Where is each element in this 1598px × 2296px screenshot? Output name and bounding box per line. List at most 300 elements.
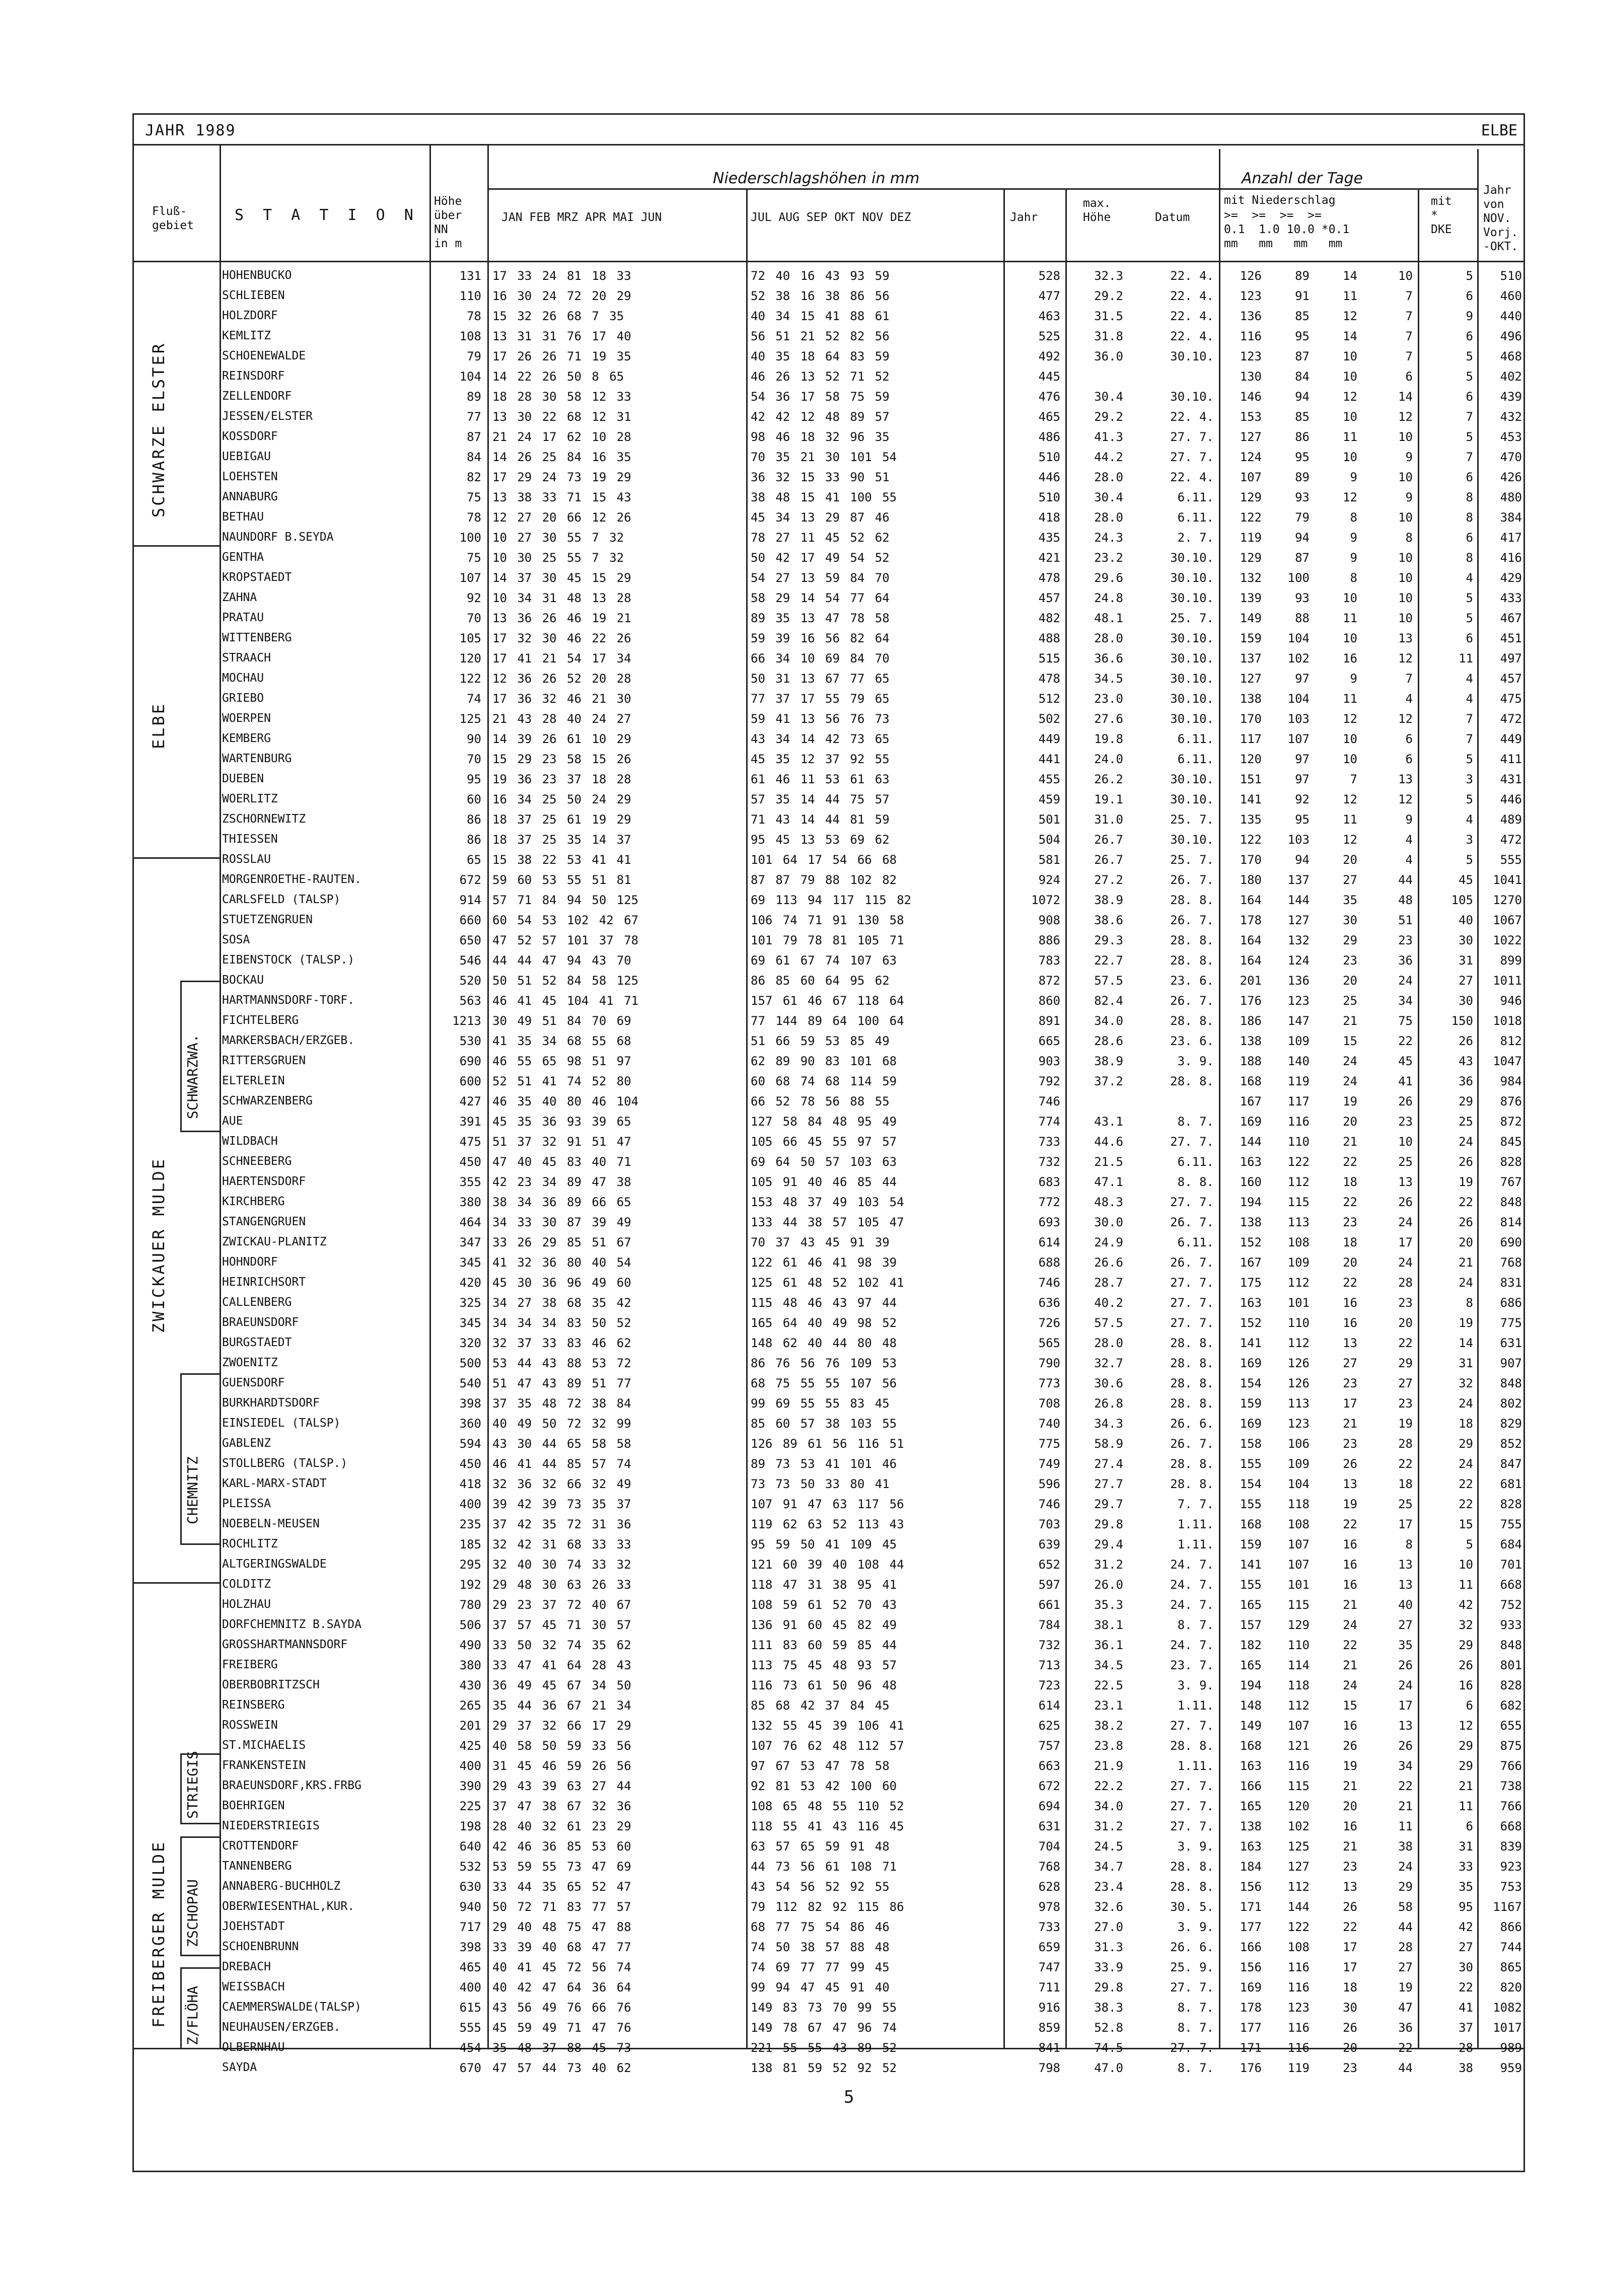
precip-jan-jun: 43 30 44 65 58 58 — [492, 1437, 631, 1451]
year-nov-oct: 766 — [1500, 1759, 1522, 1773]
elevation: 90 — [467, 732, 481, 746]
max-date: 6.11. — [1177, 1235, 1214, 1249]
days-10-0: 21 — [1343, 1779, 1357, 1793]
elevation: 235 — [459, 1517, 481, 1531]
days-0-1: 151 — [1240, 772, 1262, 786]
precip-jul-dec: 99 94 47 45 91 40 — [751, 1980, 890, 1994]
days-0-1: 170 — [1240, 712, 1262, 726]
precip-jan-jun: 14 39 26 61 10 29 — [492, 732, 631, 746]
max-height: 38.6 — [1094, 913, 1123, 927]
station-name: CARLSFELD (TALSP) — [222, 893, 341, 906]
table-row — [134, 1132, 1523, 1152]
year-nov-oct: 480 — [1500, 490, 1522, 504]
max-date: 27. 7. — [1170, 1276, 1214, 1290]
station-name: DORFCHEMNITZ B.SAYDA — [222, 1618, 361, 1631]
precip-jan-jun: 29 23 37 72 40 67 — [492, 1598, 631, 1612]
days-dke: 40 — [1459, 913, 1473, 927]
max-date: 6.11. — [1177, 510, 1214, 525]
days-star: 25 — [1398, 1155, 1413, 1169]
days-star: 45 — [1398, 1054, 1413, 1068]
year-nov-oct: 489 — [1500, 812, 1522, 827]
precip-jul-dec: 52 38 16 38 86 56 — [751, 289, 890, 303]
precip-year: 418 — [1038, 510, 1060, 525]
year-nov-oct: 475 — [1500, 692, 1522, 706]
days-1-0: 116 — [1287, 1759, 1310, 1773]
table-row — [134, 346, 1523, 366]
precip-jan-jun: 30 49 51 84 70 69 — [492, 1014, 631, 1028]
days-dke: 7 — [1466, 450, 1473, 464]
precip-jul-dec: 118 55 41 43 116 45 — [751, 1819, 904, 1833]
year-nov-oct: 682 — [1500, 1698, 1522, 1713]
days-10-0: 23 — [1343, 953, 1357, 968]
max-date: 24. 7. — [1170, 1638, 1214, 1652]
days-0-1: 136 — [1240, 309, 1262, 323]
table-row — [134, 749, 1523, 769]
days-dke: 38 — [1459, 2061, 1473, 2075]
precip-year: 916 — [1038, 2001, 1060, 2015]
precip-jan-jun: 13 36 26 46 19 21 — [492, 611, 631, 625]
table-row — [134, 1675, 1523, 1695]
elevation: 490 — [459, 1638, 481, 1652]
days-0-1: 124 — [1240, 450, 1262, 464]
precip-jan-jun: 46 41 45 104 41 71 — [492, 994, 639, 1008]
precip-year: 774 — [1038, 1115, 1060, 1129]
days-dke: 26 — [1459, 1215, 1473, 1229]
days-0-1: 177 — [1240, 2021, 1262, 2035]
days-0-1: 159 — [1240, 1396, 1262, 1411]
max-date: 23. 6. — [1170, 1034, 1214, 1048]
precip-jul-dec: 69 64 50 57 103 63 — [751, 1155, 897, 1169]
year-nov-oct: 497 — [1500, 651, 1522, 665]
precip-jul-dec: 36 32 15 33 90 51 — [751, 470, 890, 484]
days-star: 26 — [1398, 1094, 1413, 1108]
days-10-0: 27 — [1343, 1356, 1357, 1370]
days-star: 27 — [1398, 1618, 1413, 1632]
months-2-header: JUL AUG SEP OKT NOV DEZ — [751, 211, 911, 224]
days-dke: 43 — [1459, 1054, 1473, 1068]
days-star: 25 — [1398, 1497, 1413, 1511]
precip-jul-dec: 42 42 12 48 89 57 — [751, 410, 890, 424]
precip-year: 672 — [1038, 1779, 1060, 1793]
precip-year: 614 — [1038, 1235, 1060, 1249]
days-0-1: 180 — [1240, 873, 1262, 887]
year-nov-oct: 1082 — [1493, 2001, 1522, 2015]
precip-jul-dec: 74 50 38 57 88 48 — [751, 1940, 890, 1954]
days-0-1: 152 — [1240, 1316, 1262, 1330]
station-name: CALLENBERG — [222, 1296, 292, 1309]
days-star: 34 — [1398, 1759, 1413, 1773]
table-row — [134, 769, 1523, 789]
max-date: 28. 8. — [1170, 1376, 1214, 1390]
days-star: 26 — [1398, 1739, 1413, 1753]
table-row — [134, 1273, 1523, 1293]
days-dke: 29 — [1459, 1437, 1473, 1451]
precip-jan-jun: 12 27 20 66 12 26 — [492, 510, 631, 525]
elevation: 87 — [467, 430, 481, 444]
precip-jul-dec: 61 46 11 53 61 63 — [751, 772, 890, 786]
precip-jul-dec: 95 59 50 41 109 45 — [751, 1537, 897, 1551]
days-0-1: 164 — [1240, 933, 1262, 947]
elevation: 201 — [459, 1719, 481, 1733]
days-0-1: 194 — [1240, 1195, 1262, 1209]
year-nov-oct: 701 — [1500, 1558, 1522, 1572]
max-height: 26.6 — [1094, 1255, 1123, 1270]
year-nov-oct: 829 — [1500, 1417, 1522, 1431]
max-height: 82.4 — [1094, 994, 1123, 1008]
days-dke: 19 — [1459, 1316, 1473, 1330]
days-1-0: 101 — [1287, 1578, 1310, 1592]
max-height: 26.7 — [1094, 853, 1123, 867]
days-star: 10 — [1398, 269, 1413, 283]
days-0-1: 164 — [1240, 953, 1262, 968]
days-1-0: 85 — [1295, 309, 1310, 323]
days-0-1: 177 — [1240, 1920, 1262, 1934]
river-floeha: Z/FLÖHA — [184, 1985, 201, 2045]
days-1-0: 115 — [1287, 1598, 1310, 1612]
precip-jan-jun: 15 38 22 53 41 41 — [492, 853, 631, 867]
days-dke: 24 — [1459, 1276, 1473, 1290]
precip-year: 792 — [1038, 1074, 1060, 1088]
table-row — [134, 608, 1523, 628]
days-0-1: 170 — [1240, 853, 1262, 867]
max-height: 32.7 — [1094, 1356, 1123, 1370]
max-date: 6.11. — [1177, 732, 1214, 746]
max-height: 43.1 — [1094, 1115, 1123, 1129]
station-name: BETHAU — [222, 510, 264, 524]
days-dke: 42 — [1459, 1920, 1473, 1934]
days-dke: 6 — [1466, 470, 1473, 484]
elevation: 86 — [467, 812, 481, 827]
elevation: 100 — [459, 531, 481, 545]
days-star: 26 — [1398, 1658, 1413, 1672]
elevation: 418 — [459, 1477, 481, 1491]
days-1-0: 110 — [1287, 1316, 1310, 1330]
precip-jan-jun: 21 43 28 40 24 27 — [492, 712, 631, 726]
max-height: 24.8 — [1094, 591, 1123, 605]
precip-year: 565 — [1038, 1336, 1060, 1350]
table-row — [134, 1655, 1523, 1675]
days-0-1: 184 — [1240, 1860, 1262, 1874]
year-nov-oct: 801 — [1500, 1658, 1522, 1672]
max-date: 30.10. — [1170, 551, 1214, 565]
days-1-0: 95 — [1295, 329, 1310, 343]
jahr-von-header: Jahr von NOV. Vorj. -OKT. — [1483, 184, 1518, 253]
year-nov-oct: 984 — [1500, 1074, 1522, 1088]
precip-year: 659 — [1038, 1940, 1060, 1954]
days-1-0: 94 — [1295, 531, 1310, 545]
precip-year: 859 — [1038, 2021, 1060, 2035]
page-number: 5 — [844, 2087, 854, 2107]
precip-jul-dec: 87 87 79 88 102 82 — [751, 873, 897, 887]
precip-jan-jun: 14 26 25 84 16 35 — [492, 450, 631, 464]
days-1-0: 123 — [1287, 994, 1310, 1008]
year-nov-oct: 446 — [1500, 792, 1522, 806]
days-0-1: 156 — [1240, 1960, 1262, 1974]
max-height: 24.5 — [1094, 1839, 1123, 1854]
table-row — [134, 1393, 1523, 1414]
days-10-0: 20 — [1343, 2041, 1357, 2055]
days-1-0: 123 — [1287, 1417, 1310, 1431]
days-0-1: 122 — [1240, 510, 1262, 525]
days-star: 10 — [1398, 551, 1413, 565]
precip-year: 708 — [1038, 1396, 1060, 1411]
days-1-0: 110 — [1287, 1135, 1310, 1149]
days-1-0: 107 — [1287, 1558, 1310, 1572]
precip-jul-dec: 89 73 53 41 101 46 — [751, 1457, 897, 1471]
table-row — [134, 1695, 1523, 1716]
year-nov-oct: 865 — [1500, 1960, 1522, 1974]
max-date: 30.10. — [1170, 390, 1214, 404]
days-dke: 11 — [1459, 1578, 1473, 1592]
days-10-0: 10 — [1343, 631, 1357, 645]
days-10-0: 12 — [1343, 490, 1357, 504]
days-1-0: 121 — [1287, 1739, 1310, 1753]
days-0-1: 123 — [1240, 349, 1262, 363]
table-row — [134, 1816, 1523, 1836]
days-star: 29 — [1398, 1880, 1413, 1894]
days-0-1: 153 — [1240, 410, 1262, 424]
max-date: 26. 7. — [1170, 994, 1214, 1008]
days-star: 23 — [1398, 1396, 1413, 1411]
days-star: 17 — [1398, 1235, 1413, 1249]
days-10-0: 22 — [1343, 1638, 1357, 1652]
year-nov-oct: 812 — [1500, 1034, 1522, 1048]
table-row — [134, 910, 1523, 930]
days-0-1: 157 — [1240, 1618, 1262, 1632]
days-10-0: 30 — [1343, 913, 1357, 927]
precip-jan-jun: 42 23 34 89 47 38 — [492, 1175, 631, 1189]
precip-jul-dec: 133 44 38 57 105 47 — [751, 1215, 904, 1229]
elevation: 131 — [459, 269, 481, 283]
precip-jan-jun: 33 50 32 74 35 62 — [492, 1638, 631, 1652]
days-0-1: 119 — [1240, 531, 1262, 545]
days-0-1: 169 — [1240, 1356, 1262, 1370]
elevation: 78 — [467, 510, 481, 525]
precip-jul-dec: 136 91 60 45 82 49 — [751, 1618, 897, 1632]
days-1-0: 112 — [1287, 1276, 1310, 1290]
precip-jan-jun: 16 30 24 72 20 29 — [492, 289, 631, 303]
max-date: 3. 9. — [1177, 1839, 1214, 1854]
days-1-0: 116 — [1287, 1960, 1310, 1974]
days-0-1: 144 — [1240, 1135, 1262, 1149]
days-10-0: 22 — [1343, 1195, 1357, 1209]
days-star: 4 — [1405, 833, 1413, 847]
max-date: 27. 7. — [1170, 430, 1214, 444]
days-0-1: 160 — [1240, 1175, 1262, 1189]
station-name: SCHLIEBEN — [222, 289, 285, 302]
days-10-0: 16 — [1343, 651, 1357, 665]
max-date: 8. 8. — [1177, 1175, 1214, 1189]
precip-year: 510 — [1038, 450, 1060, 464]
precip-jan-jun: 37 35 48 72 38 84 — [492, 1396, 631, 1411]
precip-jan-jun: 50 51 52 84 58 125 — [492, 974, 639, 988]
precip-jul-dec: 125 61 48 52 102 41 — [751, 1276, 904, 1290]
days-dke: 26 — [1459, 1155, 1473, 1169]
days-10-0: 11 — [1343, 430, 1357, 444]
table-row — [134, 1997, 1523, 2018]
days-1-0: 92 — [1295, 792, 1310, 806]
days-dke: 5 — [1466, 369, 1473, 384]
precip-year: 775 — [1038, 1437, 1060, 1451]
year-nov-oct: 496 — [1500, 329, 1522, 343]
elevation: 398 — [459, 1940, 481, 1954]
max-date: 28. 8. — [1170, 1336, 1214, 1350]
table-row — [134, 1474, 1523, 1494]
days-star: 44 — [1398, 1920, 1413, 1934]
precip-year: 455 — [1038, 772, 1060, 786]
max-height: 27.6 — [1094, 712, 1123, 726]
max-date: 28. 8. — [1170, 1860, 1214, 1874]
days-0-1: 155 — [1240, 1497, 1262, 1511]
days-dke: 150 — [1451, 1014, 1473, 1028]
days-1-0: 97 — [1295, 672, 1310, 686]
precip-year: 704 — [1038, 1839, 1060, 1854]
precip-jan-jun: 18 37 25 35 14 37 — [492, 833, 631, 847]
days-star: 11 — [1398, 1819, 1413, 1833]
max-date: 22. 4. — [1170, 470, 1214, 484]
max-height: 40.2 — [1094, 1296, 1123, 1310]
station-name: CROTTENDORF — [222, 1839, 299, 1853]
days-star: 14 — [1398, 390, 1413, 404]
days-1-0: 119 — [1287, 1074, 1310, 1088]
station-name: GRIEBO — [222, 692, 264, 705]
precip-year: 581 — [1038, 853, 1060, 867]
precip-year: 449 — [1038, 732, 1060, 746]
precip-jan-jun: 37 42 35 72 31 36 — [492, 1517, 631, 1531]
days-10-0: 11 — [1343, 692, 1357, 706]
days-star: 75 — [1398, 1014, 1413, 1028]
days-dke: 7 — [1466, 712, 1473, 726]
year-nov-oct: 684 — [1500, 1537, 1522, 1551]
year-nov-oct: 384 — [1500, 510, 1522, 525]
days-0-1: 201 — [1240, 974, 1262, 988]
days-dke: 9 — [1466, 309, 1473, 323]
year-nov-oct: 852 — [1500, 1437, 1522, 1451]
precip-jan-jun: 46 41 44 85 57 74 — [492, 1457, 631, 1471]
days-1-0: 87 — [1295, 349, 1310, 363]
station-name: HOHNDORF — [222, 1255, 278, 1269]
days-star: 20 — [1398, 1316, 1413, 1330]
days-dke: 5 — [1466, 269, 1473, 283]
station-name: UEBIGAU — [222, 450, 271, 463]
days-dke: 5 — [1466, 611, 1473, 625]
station-name: KIRCHBERG — [222, 1195, 285, 1208]
elevation: 347 — [459, 1235, 481, 1249]
year-nov-oct: 440 — [1500, 309, 1522, 323]
days-1-0: 116 — [1287, 2041, 1310, 2055]
days-1-0: 97 — [1295, 752, 1310, 766]
max-height: 28.0 — [1094, 1336, 1123, 1350]
elevation: 520 — [459, 974, 481, 988]
max-height: 29.6 — [1094, 571, 1123, 585]
precip-jul-dec: 62 89 90 83 101 68 — [751, 1054, 897, 1068]
precip-year: 860 — [1038, 994, 1060, 1008]
precip-year: 732 — [1038, 1638, 1060, 1652]
max-date: 28. 8. — [1170, 1014, 1214, 1028]
days-1-0: 104 — [1287, 631, 1310, 645]
precip-jan-jun: 21 24 17 62 10 28 — [492, 430, 631, 444]
precip-jul-dec: 66 34 10 69 84 70 — [751, 651, 890, 665]
max-height: 48.1 — [1094, 611, 1123, 625]
days-1-0: 91 — [1295, 289, 1310, 303]
days-0-1: 168 — [1240, 1074, 1262, 1088]
station-name: TANNENBERG — [222, 1860, 292, 1873]
max-date: 27. 7. — [1170, 1316, 1214, 1330]
elevation: 86 — [467, 833, 481, 847]
precip-year: 749 — [1038, 1457, 1060, 1471]
station-name: ZWICKAU-PLANITZ — [222, 1235, 327, 1248]
elevation: 192 — [459, 1578, 481, 1592]
table-row — [134, 1917, 1523, 1937]
days-1-0: 109 — [1287, 1034, 1310, 1048]
station-name: ANNABERG-BUCHHOLZ — [222, 1880, 341, 1893]
elevation: 89 — [467, 390, 481, 404]
days-10-0: 16 — [1343, 1537, 1357, 1551]
precip-year: 703 — [1038, 1517, 1060, 1531]
year-nov-oct: 681 — [1500, 1477, 1522, 1491]
precip-year: 477 — [1038, 289, 1060, 303]
days-dke: 30 — [1459, 994, 1473, 1008]
max-date: 22. 4. — [1170, 289, 1214, 303]
elevation: 465 — [459, 1960, 481, 1974]
precip-year: 435 — [1038, 531, 1060, 545]
table-row — [134, 326, 1523, 346]
max-height: 28.0 — [1094, 631, 1123, 645]
days-1-0: 93 — [1295, 490, 1310, 504]
days-1-0: 94 — [1295, 853, 1310, 867]
days-dke: 21 — [1459, 1779, 1473, 1793]
elevation: 84 — [467, 450, 481, 464]
days-star: 7 — [1405, 329, 1413, 343]
table-row — [134, 830, 1523, 850]
max-height: 44.2 — [1094, 450, 1123, 464]
days-star: 24 — [1398, 1860, 1413, 1874]
precip-jan-jun: 36 49 45 67 34 50 — [492, 1678, 631, 1692]
days-10-0: 20 — [1343, 853, 1357, 867]
precip-year: 747 — [1038, 1960, 1060, 1974]
max-height: 23.2 — [1094, 551, 1123, 565]
days-0-1: 154 — [1240, 1376, 1262, 1390]
days-10-0: 35 — [1343, 893, 1357, 907]
precip-jan-jun: 13 30 22 68 12 31 — [492, 410, 631, 424]
days-dke: 6 — [1466, 390, 1473, 404]
precip-jul-dec: 45 34 13 29 87 46 — [751, 510, 890, 525]
days-star: 22 — [1398, 1779, 1413, 1793]
max-height: 29.2 — [1094, 289, 1123, 303]
days-dke: 5 — [1466, 1537, 1473, 1551]
precip-jan-jun: 44 44 47 94 43 70 — [492, 953, 631, 968]
max-height: 52.8 — [1094, 2021, 1123, 2035]
days-dke: 42 — [1459, 1598, 1473, 1612]
table-row — [134, 407, 1523, 427]
precip-jan-jun: 32 36 32 66 32 49 — [492, 1477, 631, 1491]
days-10-0: 24 — [1343, 1074, 1357, 1088]
precip-jan-jun: 19 36 23 37 18 28 — [492, 772, 631, 786]
precip-jan-jun: 34 33 30 87 39 49 — [492, 1215, 631, 1229]
max-date: 30.10. — [1170, 651, 1214, 665]
station-name: STOLLBERG (TALSP.) — [222, 1457, 348, 1470]
days-1-0: 107 — [1287, 1719, 1310, 1733]
days-10-0: 14 — [1343, 269, 1357, 283]
station-name: WITTENBERG — [222, 631, 292, 644]
station-name: ZAHNA — [222, 591, 257, 604]
days-star: 18 — [1398, 1477, 1413, 1491]
days-1-0: 137 — [1287, 873, 1310, 887]
precip-year: 733 — [1038, 1920, 1060, 1934]
days-1-0: 103 — [1287, 712, 1310, 726]
precip-jul-dec: 149 83 73 70 99 55 — [751, 2001, 897, 2015]
max-height: 32.6 — [1094, 1900, 1123, 1914]
